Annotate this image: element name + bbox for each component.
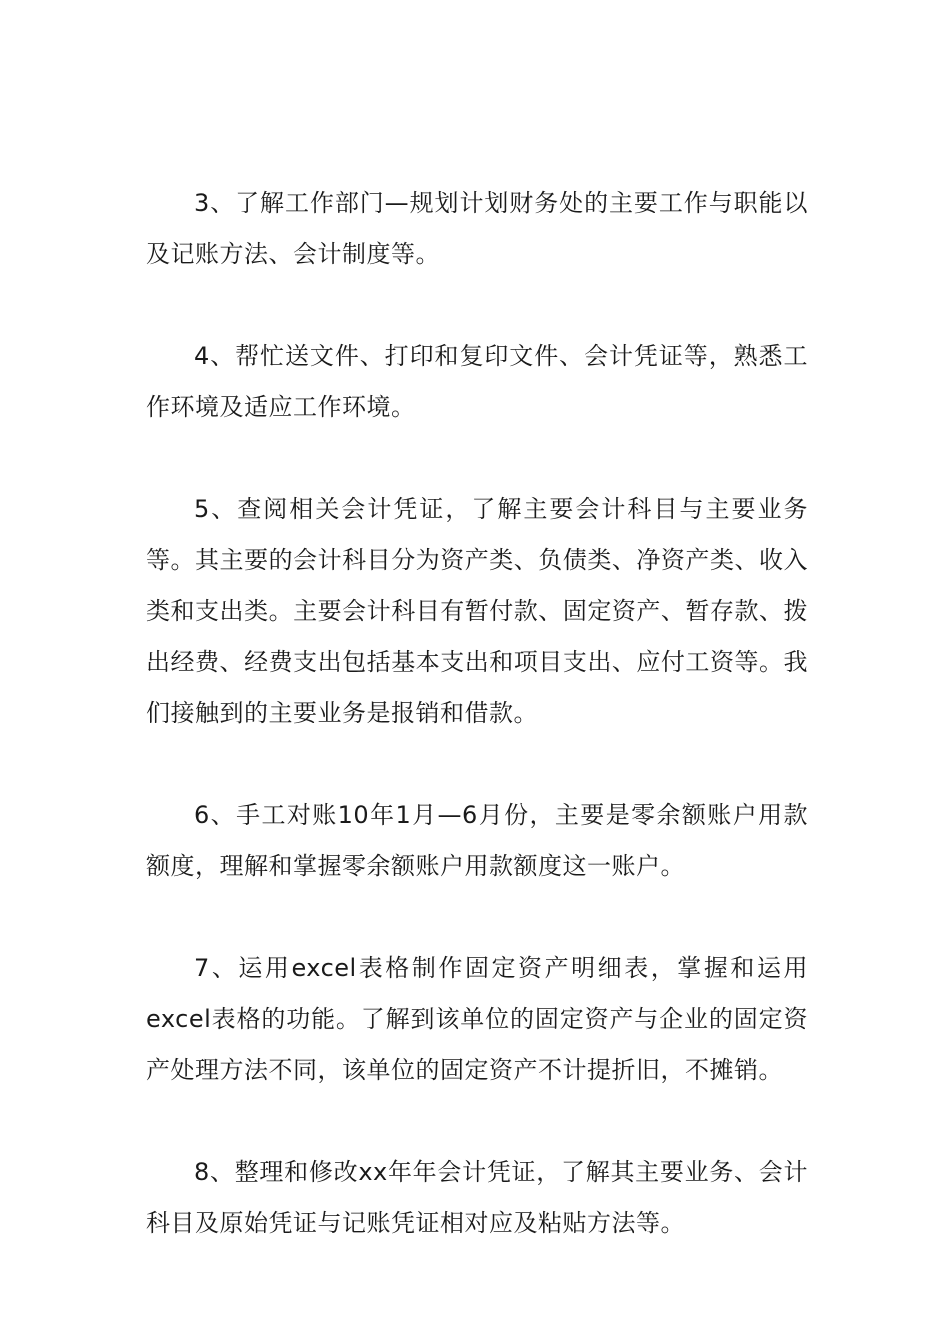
paragraph-7: 7、运用excel表格制作固定资产明细表，掌握和运用excel表格的功能。了解到该单位的固定资产与企业的固定资产处理方法不同，该单位的固定资产不计提折旧，不摊销。 xyxy=(146,954,808,1084)
paragraph-5: 5、查阅相关会计凭证，了解主要会计科目与主要业务等。其主要的会计科目分为资产类、负债类、净资产类、收入类和支出类。主要会计科目有暂付款、固定资产、暂存款、拨出经费、经费支出包括基本支出和项目支出、应付工资等。我们接触到的主要业务是报销和借款。 xyxy=(146,495,808,727)
paragraph-8: 8、整理和修改xx年年会计凭证，了解其主要业务、会计科目及原始凭证与记账凭证相对应及粘贴方法等。 xyxy=(146,1158,808,1237)
paragraph-3: 3、了解工作部门—规划计划财务处的主要工作与职能以及记账方法、会计制度等。 xyxy=(146,189,808,268)
paragraph-4: 4、帮忙送文件、打印和复印文件、会计凭证等，熟悉工作环境及适应工作环境。 xyxy=(146,342,808,421)
paragraph-6: 6、手工对账10年1月—6月份，主要是零余额账户用款额度，理解和掌握零余额账户用款额度这一账户。 xyxy=(146,801,808,880)
document-body xyxy=(146,178,808,1300)
